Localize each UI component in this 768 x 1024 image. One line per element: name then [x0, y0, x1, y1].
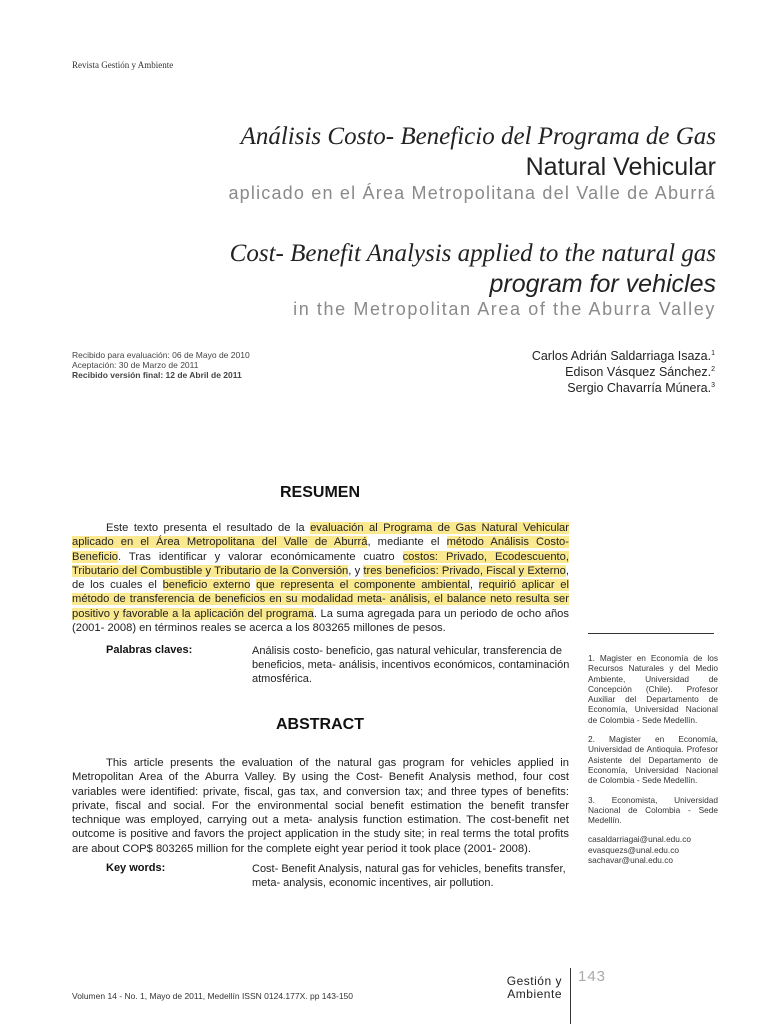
abstract-heading: ABSTRACT — [276, 716, 364, 733]
title-en-line1: Cost- Benefit Analysis applied to the natural gas — [229, 240, 716, 267]
footnotes — [588, 653, 718, 865]
abstract-paragraph: This article presents the evaluation of the natural gas program for vehicles applied in Metropolitan Area of the Aburra Valley. By using the Cost- Benefit Analysis method, four cost variables were identified: private, fiscal, gas tax, and conversion tax; and three types of benefits: private, fiscal and social. For the environmental social benefit estimation the benefit transfer technique was employed, carrying out a meta- analysis function estimation. The cost-benefit net outcome is positive and favors the project application in the study site; in real terms the total profits are about COP$ 803265 million for the complete eight year period it took place (2001- 2008). — [72, 757, 569, 855]
footnote-1: 1. Magister en Economía de los Recursos Naturales y del Medio Ambiente, Universidad de Concepción (Chile). Profesor Auxiliar del Departamento de Economía, Universidad Nacional de Colombia - Sede Medellín. — [588, 653, 718, 725]
highlight: requirió aplicar el método de transferencia de beneficios en su modalidad meta- análisis, el balance neto resulta ser positivo y favorable a la aplicación del programa — [72, 579, 569, 620]
footer-divider — [570, 968, 571, 1024]
palabras-claves-label: Palabras claves: — [106, 644, 193, 656]
journal-name: Revista Gestión y Ambiente — [72, 60, 174, 70]
highlight: que representa el componente ambiental — [256, 579, 470, 592]
page-number: 143 — [578, 968, 607, 985]
resumen-heading: RESUMEN — [279, 484, 360, 501]
title-es-line1: Análisis Costo- Beneficio del Programa de Gas — [240, 123, 716, 150]
email-link[interactable]: evasquezs@unal.edu.co — [588, 844, 679, 855]
palabras-claves-text: Análisis costo- beneficio, gas natural vehicular, transferencia de beneficios, meta- análisis, incentivos económicos, contaminación atmosférica. — [252, 645, 570, 685]
author: Edison Vásquez Sánchez.$^2$ — [565, 365, 715, 379]
date-accepted: Aceptación: 30 de Marzo de 2011 — [72, 360, 199, 370]
email-link[interactable]: casaldarriagai@unal.edu.co — [588, 834, 691, 845]
submission-dates — [72, 350, 250, 380]
subtitle-english: in the Metropolitan Area of the Aburra Valley — [293, 299, 716, 319]
footnote-2: 2. Magister en Economía, Universidad de Antioquia. Profesor Asistente del Departamento de Economía, Universidad Nacional de Colombia - Sede Medellín. — [588, 734, 718, 786]
date-received: Recibido para evaluación: 06 de Mayo de 2010 — [72, 350, 250, 360]
email-link[interactable]: sachavar@unal.edu.co — [588, 855, 673, 866]
footer-journal-brand: Gestión y Ambiente — [506, 974, 562, 1001]
author: Sergio Chavarría Múnera.$^3$ — [567, 381, 715, 395]
footnote-divider — [588, 633, 714, 634]
highlight: tres beneficios: Privado, Fiscal y Externo — [363, 564, 566, 577]
resumen-paragraph: Este texto presenta el resultado de la evaluación al Programa de Gas Natural Vehicular aplicado en el Área Metropolitana del Valle de Aburrá, mediante el método Análisis Costo- Beneficio. Tras identificar y valorar económicamente cuatro costos: Privado, Ecodescuento, Tributario del Combustible y Tributario de la Conversión, y tres beneficios: Privado, Fiscal y Externo, de los cuales el beneficio externo que representa el componente ambiental, requirió aplicar el método de transferencia de beneficios en su modalidad meta- análisis, el balance neto resulta ser positivo y favorable a la aplicación del programa. La suma agregada para un periodo de ocho años (2001- 2008) en términos reales se acerca a los 803265 millones de pesos. — [72, 522, 569, 635]
highlight: costos: Privado, Ecodescuento, Tributario del Combustible y Tributario de la Conversión — [72, 550, 569, 577]
author-emails — [588, 834, 718, 865]
title-es-line2: Natural Vehicular — [525, 153, 716, 181]
author-list — [532, 348, 715, 396]
highlight: beneficio externo — [162, 579, 251, 592]
highlight: método Análisis Costo- Beneficio — [72, 536, 569, 563]
date-final: Recibido versión final: 12 de Abril de 2011 — [72, 370, 242, 380]
author: Carlos Adrián Saldarriaga Isaza.$^1$ — [531, 349, 715, 363]
key-words-label: Key words: — [106, 862, 166, 874]
highlight: evaluación al Programa de Gas Natural Vehicular aplicado en el Área Metropolitana del Valle de Aburrá — [72, 522, 569, 549]
key-words-text: Cost- Benefit Analysis, natural gas for vehicles, benefits transfer, meta- analysis, economic incentives, air pollution. — [252, 863, 566, 889]
footer-volume-info: Volumen 14 - No. 1, Mayo de 2011, Medellín ISSN 0124.177X. pp 143-150 — [72, 991, 353, 1001]
footnote-3: 3. Economista, Universidad Nacional de Colombia - Sede Medellín. — [588, 794, 718, 826]
subtitle-spanish: aplicado en el Área Metropolitana del Valle de Aburrá — [228, 183, 716, 203]
title-spanish — [76, 122, 716, 182]
title-en-line2: program for vehicles — [489, 270, 716, 298]
title-english — [76, 239, 716, 299]
